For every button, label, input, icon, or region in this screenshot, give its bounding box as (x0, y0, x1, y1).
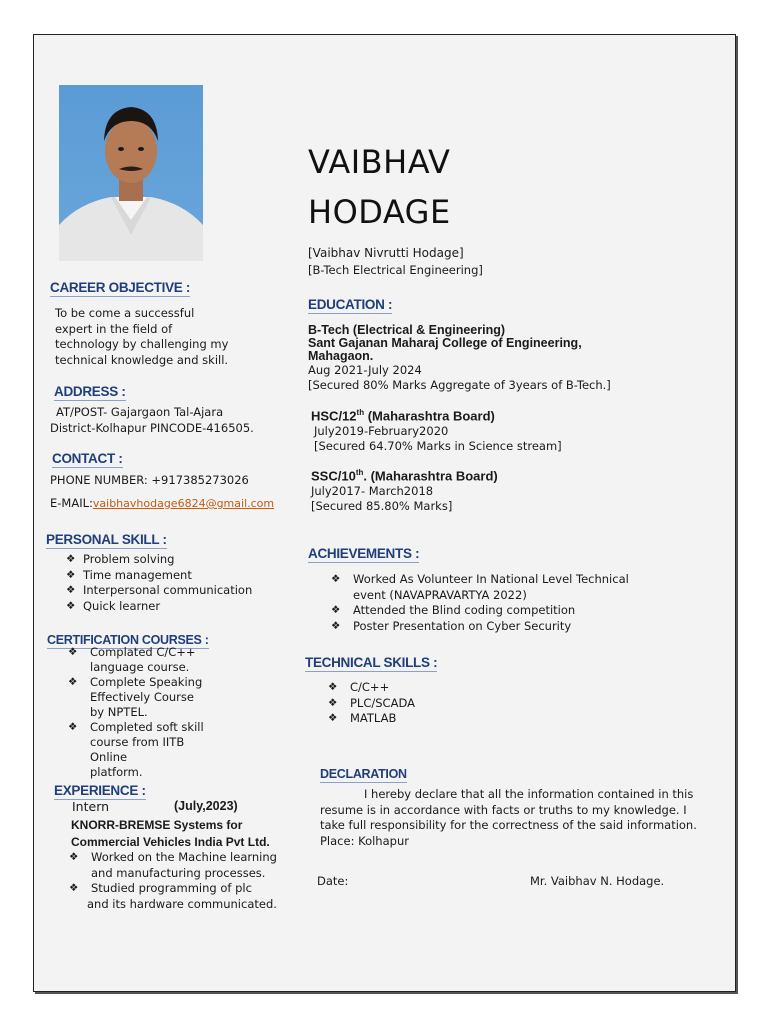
personal-skill-section (46, 529, 167, 549)
objective-line: technical knowledge and skill. (55, 352, 229, 367)
hsc-entry (311, 405, 562, 455)
list-item: ❖ Completed soft skill course from IITB Online platform. (68, 720, 204, 779)
certification-heading: CERTIFICATION COURSES : (47, 633, 209, 647)
diamond-bullet-icon: ❖ (331, 619, 341, 632)
diamond-bullet-icon: ❖ (328, 712, 338, 724)
diamond-bullet-icon: ❖ (66, 599, 76, 612)
list-item: ❖ Complated C/C++ language course. (68, 645, 196, 674)
experience-company: KNORR-BREMSE Systems for Commercial Vehicles India Pvt Ltd. (71, 818, 270, 849)
experience-heading: EXPERIENCE : (54, 783, 146, 798)
diamond-bullet-icon: ❖ (328, 696, 338, 709)
achievements-section (308, 543, 419, 563)
hsc-title: HSC/12th (Maharashtra Board) (311, 408, 495, 424)
address-section (54, 381, 126, 401)
btech-title: B-Tech (Electrical & Engineering) (308, 323, 506, 337)
personal-skill-list (66, 552, 252, 614)
diamond-bullet-icon: ❖ (328, 681, 338, 693)
experience-section (54, 780, 146, 800)
certification-list (68, 645, 218, 780)
resume-page (33, 34, 736, 992)
hsc-dates: July2019-February2020 (314, 423, 449, 438)
experience-list (69, 850, 277, 912)
achievements-list (331, 572, 629, 634)
contact-heading: CONTACT : (52, 451, 123, 466)
address-text (50, 405, 254, 436)
list-item: ❖ Studied programming of plc and its hardware communicated. (69, 881, 277, 911)
list-item: ❖ Worked on the Machine learning and manufacturing processes. (69, 850, 277, 880)
career-objective-section (50, 277, 228, 368)
ssc-title: SSC/10th. (Maharashtra Board) (311, 468, 498, 484)
list-item: ❖ Quick learner (66, 598, 161, 613)
objective-line: technology by challenging my (55, 337, 229, 351)
full-name: [Vaibhav Nivrutti Hodage] (308, 246, 464, 260)
diamond-bullet-icon: ❖ (66, 584, 76, 596)
experience-role: Intern (72, 799, 110, 814)
list-item: ❖ Poster Presentation on Cyber Security (331, 618, 572, 633)
diamond-bullet-icon: ❖ (68, 646, 78, 658)
list-item: ❖ Complete Speaking Effectively Course by NPTEL. (68, 675, 203, 719)
list-item: ❖ Interpersonal communication (66, 583, 253, 597)
contact-section (52, 448, 123, 468)
list-item: ❖ Time management (66, 567, 192, 582)
career-objective-heading: CAREER OBJECTIVE : (50, 280, 191, 295)
diamond-bullet-icon: ❖ (69, 882, 79, 894)
ssc-marks: [Secured 85.80% Marks] (311, 499, 453, 514)
diamond-bullet-icon: ❖ (331, 604, 341, 616)
technical-skills-list (328, 680, 415, 727)
list-item: ❖ PLC/SCADA (328, 695, 415, 710)
education-section (308, 294, 392, 314)
diamond-bullet-icon: ❖ (331, 573, 341, 585)
diamond-bullet-icon: ❖ (66, 553, 76, 565)
profile-photo (59, 85, 203, 261)
email-link[interactable]: vaibhavhodage6824@gmail.com (92, 497, 275, 510)
list-item: ❖ C/C++ (328, 680, 390, 694)
last-name: HODAGE (308, 193, 451, 231)
education-heading: EDUCATION : (308, 297, 393, 312)
ssc-dates: July2017- March2018 (311, 483, 434, 498)
name-block (308, 143, 451, 231)
btech-college: Sant Gajanan Maharaj College of Engineering, (308, 336, 582, 350)
objective-line: expert in the field of (55, 321, 173, 336)
personal-skill-heading: PERSONAL SKILL : (46, 532, 167, 547)
objective-line: To be come a successful (55, 306, 195, 320)
list-item: ❖ Worked As Volunteer In National Level Technical event (NAVAPRAVARTYA 2022) (331, 572, 629, 602)
hsc-marks: [Secured 64.70% Marks in Science stream] (314, 439, 562, 454)
diamond-bullet-icon: ❖ (69, 851, 79, 863)
declaration-section (320, 763, 407, 783)
experience-date: (July,2023) (174, 799, 238, 813)
declaration-text: I hereby declare that all the information contained in this resume is in accordance with facts or truths to my knowledge. I take full responsibility for the correctness of the said information. Place: Kolhapur (320, 787, 720, 849)
date-label: Date: (317, 874, 349, 888)
degree-line: [B-Tech Electrical Engineering] (308, 263, 483, 277)
phone-number: PHONE NUMBER: +917385273026 (50, 473, 249, 487)
signature: Mr. Vaibhav N. Hodage. (530, 874, 665, 888)
technical-skills-section (305, 652, 437, 672)
address-heading: ADDRESS : (54, 384, 126, 399)
ssc-entry (311, 465, 498, 515)
btech-college: Mahagaon. (308, 349, 374, 363)
list-item: ❖ MATLAB (328, 711, 397, 725)
declaration-heading: DECLARATION (320, 767, 407, 781)
btech-entry (308, 324, 638, 393)
technical-skills-heading: TECHNICAL SKILLS : (305, 655, 438, 670)
diamond-bullet-icon: ❖ (68, 676, 78, 688)
first-name: VAIBHAV (308, 143, 451, 181)
btech-dates: Aug 2021-July 2024 (308, 363, 422, 377)
btech-marks: [Secured 80% Marks Aggregate of 3years of B-Tech.] (308, 378, 611, 392)
diamond-bullet-icon: ❖ (68, 721, 78, 733)
achievements-heading: ACHIEVEMENTS : (308, 546, 420, 561)
address-line: District-Kolhapur PINCODE-416505. (50, 420, 254, 435)
address-line: AT/POST- Gajargaon Tal-Ajara (56, 405, 224, 419)
email-label: E-MAIL: (50, 496, 93, 510)
declaration-place: Place: Kolhapur (320, 833, 409, 848)
person-portrait-icon (59, 85, 203, 261)
diamond-bullet-icon: ❖ (66, 568, 76, 581)
email-row (50, 496, 274, 512)
list-item: ❖ Attended the Blind coding competition (331, 603, 576, 617)
list-item: ❖ Problem solving (66, 552, 175, 566)
